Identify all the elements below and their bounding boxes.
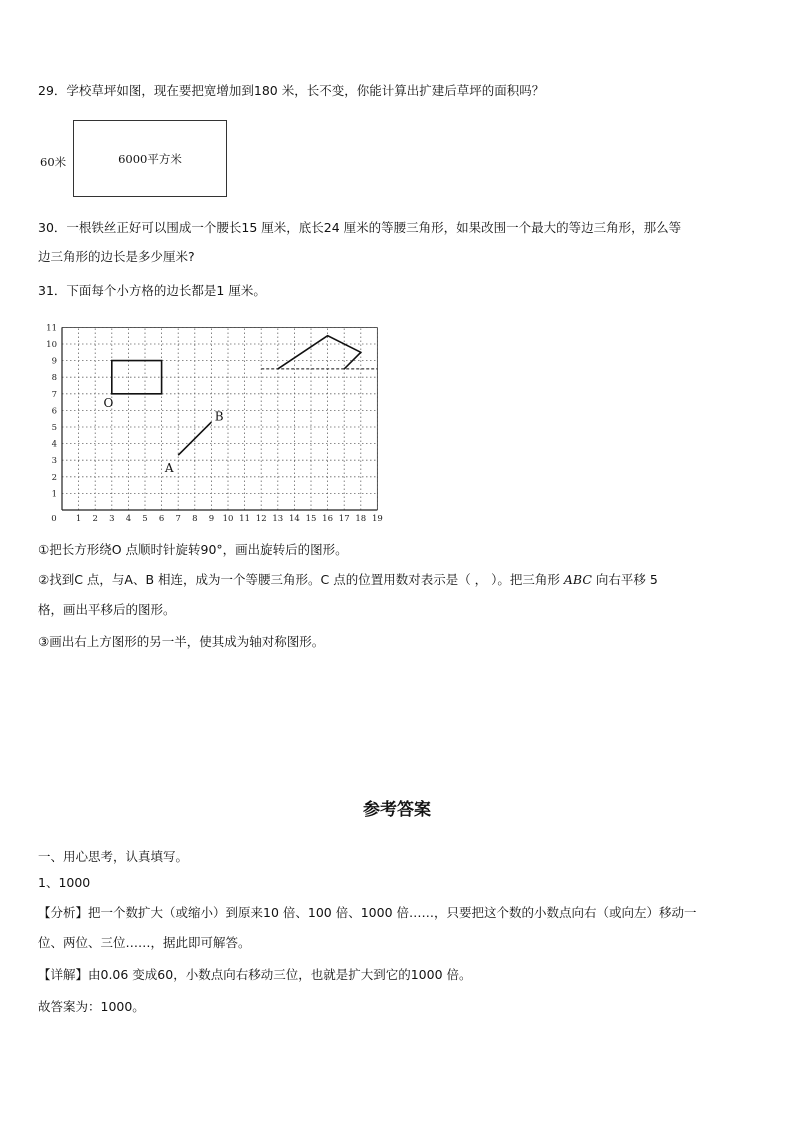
analysis-line-1: 【分析】把一个数扩大（或缩小）到原来10 倍、100 倍、1000 倍……，只要把这个数的小数点向右（或向左）移动一 [38, 905, 697, 920]
half-figure-shape [278, 336, 361, 369]
lawn-width-label: 60米 [40, 155, 67, 169]
x-tick-label: 17 [338, 514, 350, 522]
coordinate-grid [36, 312, 396, 525]
detail-line: 【详解】由0.06 变成60，小数点向右移动三位，也就是扩大到它的1000 倍。 [38, 967, 472, 982]
x-tick-label: 4 [125, 514, 132, 522]
y-tick-label: 5 [51, 423, 57, 433]
x-tick-label: 14 [288, 514, 300, 522]
x-tick-label: 5 [142, 514, 148, 522]
question-31-sub-3: ③画出右上方图形的另一半，使其成为轴对称图形。 [38, 634, 325, 649]
grid-svg [36, 312, 396, 522]
x-tick-label: 6 [158, 514, 165, 522]
lawn-area-label: 6000平方米 [118, 152, 182, 166]
x-tick-label: 11 [239, 514, 251, 522]
x-tick-label: 18 [355, 514, 367, 522]
point-a-label: A [164, 460, 174, 475]
y-tick-label: 8 [51, 373, 57, 384]
conclusion-line: 故答案为：1000。 [38, 999, 145, 1014]
question-31-sub-2-line-2: 格，画出平移后的图形。 [38, 602, 176, 617]
x-tick-label: 10 [222, 514, 234, 522]
y-tick-label: 9 [51, 356, 57, 367]
x-tick-label: 12 [255, 514, 267, 522]
y-tick-label: 6 [51, 406, 57, 417]
y-tick-label: 4 [51, 439, 57, 450]
x-tick-label: 0 [51, 514, 57, 522]
x-tick-label: 7 [175, 514, 181, 522]
x-tick-label: 16 [322, 514, 334, 522]
y-tick-label: 7 [51, 389, 57, 400]
triangle-abc-label: ABC [563, 572, 592, 587]
point-o-label: O [103, 396, 114, 411]
x-tick-label: 8 [192, 514, 198, 522]
y-tick-label: 11 [46, 323, 57, 334]
x-tick-label: 2 [92, 514, 98, 522]
x-tick-label: 3 [109, 514, 115, 522]
question-31-text: 31．下面每个小方格的边长都是1 厘米。 [38, 283, 266, 298]
analysis-line-2: 位、两位、三位……，据此即可解答。 [38, 935, 251, 950]
answer-item-1: 1、1000 [38, 875, 91, 890]
question-30-line-2: 边三角形的边长是多少厘米? [38, 249, 195, 264]
sub-2-text-b: 向右平移 5 [595, 572, 658, 587]
y-tick-label: 10 [46, 340, 57, 350]
point-b-label: B [214, 409, 224, 424]
x-tick-label: 9 [208, 514, 215, 522]
x-tick-label: 19 [371, 514, 383, 522]
y-tick-label: 1 [51, 489, 57, 500]
question-29-text: 29．学校草坪如图，现在要把宽增加到180 米，长不变，你能计算出扩建后草坪的面积吗？ [38, 83, 545, 98]
x-tick-label: 15 [305, 514, 317, 522]
x-tick-label: 13 [272, 514, 284, 522]
answers-heading: 参考答案 [363, 800, 431, 820]
y-tick-label: 3 [51, 456, 57, 467]
y-tick-label: 2 [51, 472, 57, 483]
lawn-rectangle [73, 120, 227, 197]
question-31-sub-1: ①把长方形绕O 点顺时针旋转90°，画出旋转后的图形。 [38, 542, 348, 557]
sub-2-text-a: ②找到C 点，与A、B 相连，成为一个等腰三角形。C 点的位置用数对表示是（ ， ）。把三角形 [38, 572, 560, 587]
answers-section-title: 一、用心思考，认真填写。 [38, 849, 189, 864]
question-31-sub-2-line-1 [38, 571, 658, 589]
x-tick-label: 1 [75, 514, 82, 522]
question-30-line-1: 30．一根铁丝正好可以围成一个腰长15 厘米，底长24 厘米的等腰三角形，如果改围一个最大的等边三角形，那么等 [38, 220, 682, 235]
